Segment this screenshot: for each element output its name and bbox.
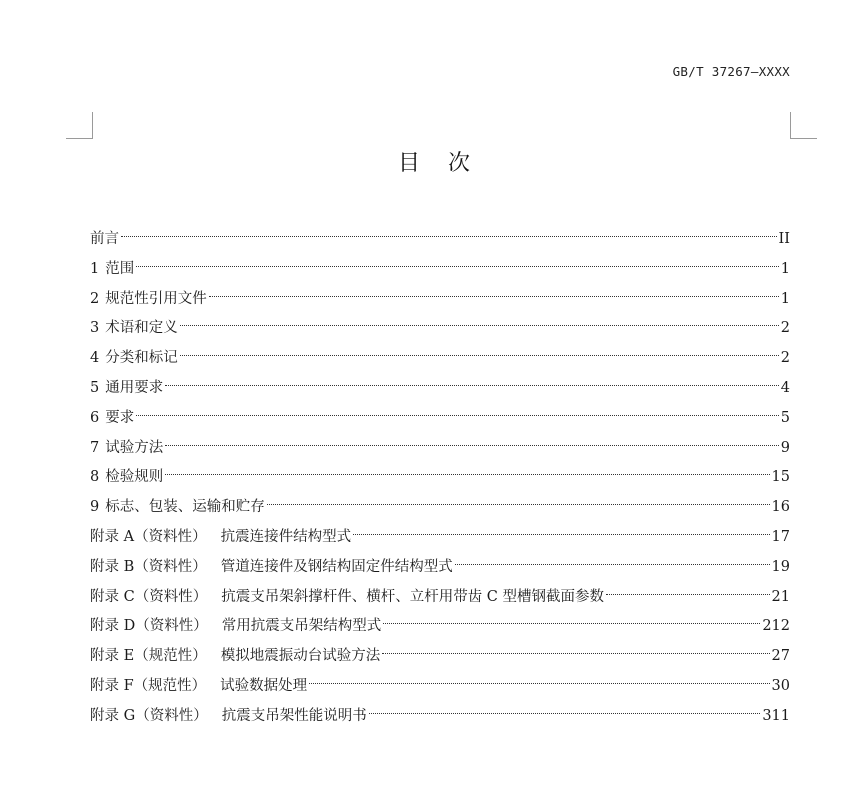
toc-entry-label: 试验数据处理 <box>220 677 308 694</box>
toc-dot-leader <box>383 623 760 624</box>
toc-entry[interactable] <box>90 314 790 344</box>
toc-entry-page-number: 311 <box>762 707 790 724</box>
toc-entry[interactable] <box>90 553 790 583</box>
toc-dot-leader <box>267 504 770 505</box>
toc-entry-page-number: 4 <box>780 379 790 396</box>
toc-entry[interactable] <box>90 374 790 404</box>
toc-entry-page-number: 21 <box>771 588 790 605</box>
toc-entry-number: 3 <box>90 320 100 337</box>
crop-mark-right <box>790 112 817 139</box>
toc-entry-page-number: 16 <box>771 499 790 516</box>
toc-dot-leader <box>165 474 769 475</box>
toc-entry-page-number: 5 <box>780 409 790 426</box>
toc-dot-leader <box>121 236 777 237</box>
toc-entry-label: 前言 <box>90 231 119 247</box>
toc-entry-page-number: 19 <box>771 558 790 575</box>
toc-entry[interactable] <box>90 255 790 285</box>
toc-entry-label: 术语和定义 <box>105 320 178 337</box>
toc-entry[interactable] <box>90 404 790 434</box>
standard-code: GB/T 37267—XXXX <box>672 64 790 79</box>
toc-dot-leader <box>180 325 779 326</box>
toc-entry-label: 抗震支吊架斜撑杆件、横杆、立杆用带齿 C 型槽钢截面参数 <box>221 588 605 605</box>
toc-entry[interactable] <box>90 612 790 642</box>
toc-entry-annex-prefix: 附录 A（资料性） <box>90 528 207 545</box>
toc-entry[interactable] <box>90 672 790 702</box>
toc-entry-number: 9 <box>90 499 100 516</box>
toc-entry-label: 范围 <box>105 260 135 277</box>
toc-entry-number: 1 <box>90 260 100 277</box>
toc-entry-annex-prefix: 附录 D（资料性） <box>90 618 208 635</box>
toc-entry[interactable] <box>90 583 790 613</box>
toc-entry-label: 抗震支吊架性能说明书 <box>221 707 367 724</box>
toc-entry-label: 抗震连接件结构型式 <box>220 528 352 545</box>
toc-entry-page-number: 15 <box>771 469 790 486</box>
page-title: 目次 <box>397 151 498 176</box>
toc-entry-annex-prefix: 附录 E（规范性） <box>90 648 207 665</box>
toc-entry-number: 4 <box>90 350 100 367</box>
toc-entry[interactable] <box>90 523 790 553</box>
toc-dot-leader <box>136 415 779 416</box>
toc-dot-leader <box>309 683 769 684</box>
toc-entry-number: 7 <box>90 439 100 456</box>
toc-entry-page-number: 212 <box>762 618 790 635</box>
toc-entry[interactable] <box>90 285 790 315</box>
toc-entry-annex-prefix: 附录 C（资料性） <box>90 588 208 605</box>
toc-entry-page-number: II <box>778 231 790 247</box>
toc-dot-leader <box>606 594 770 595</box>
toc-entry-annex-prefix: 附录 B（资料性） <box>90 558 207 575</box>
toc-dot-leader <box>165 385 779 386</box>
toc-dot-leader <box>369 713 761 714</box>
toc-entry-number: 8 <box>90 469 100 486</box>
toc-entry-page-number: 27 <box>771 648 790 665</box>
toc-entry-label: 规范性引用文件 <box>105 290 207 307</box>
toc-entry[interactable] <box>90 493 790 523</box>
toc-entry-page-number: 1 <box>780 290 790 307</box>
toc-entry-number: 2 <box>90 290 100 307</box>
toc-entry-label: 管道连接件及钢结构固定件结构型式 <box>220 558 453 575</box>
toc-entry-page-number: 30 <box>771 677 790 694</box>
toc-dot-leader <box>209 296 779 297</box>
toc-entry-label: 通用要求 <box>105 379 164 396</box>
toc-dot-leader <box>180 355 779 356</box>
toc-entry-page-number: 2 <box>780 350 790 367</box>
toc-entry-annex-prefix: 附录 F（规范性） <box>90 677 207 694</box>
toc-entry[interactable] <box>90 434 790 464</box>
toc-entry[interactable] <box>90 463 790 493</box>
toc-entry[interactable] <box>90 642 790 672</box>
toc-entry-page-number: 2 <box>780 320 790 337</box>
toc-entry-number: 6 <box>90 409 100 426</box>
toc-entry-label: 试验方法 <box>105 439 164 456</box>
toc-entry-number: 5 <box>90 379 100 396</box>
toc-entry-label: 分类和标记 <box>105 350 178 367</box>
toc-entry-label: 常用抗震支吊架结构型式 <box>221 618 382 635</box>
toc-dot-leader <box>455 564 770 565</box>
toc-entry-label: 要求 <box>105 409 135 426</box>
toc-entry-label: 检验规则 <box>105 469 164 486</box>
table-of-contents <box>90 225 790 732</box>
toc-entry-page-number: 9 <box>780 439 790 456</box>
toc-entry-page-number: 17 <box>771 528 790 545</box>
crop-mark-left <box>66 112 93 139</box>
toc-entry-label: 模拟地震振动台试验方法 <box>220 648 381 665</box>
toc-entry[interactable] <box>90 702 790 732</box>
toc-entry[interactable] <box>90 225 790 255</box>
toc-entry-label: 标志、包装、运输和贮存 <box>105 499 265 516</box>
toc-dot-leader <box>382 653 769 654</box>
toc-dot-leader <box>165 445 779 446</box>
toc-dot-leader <box>353 534 769 535</box>
toc-entry-page-number: 1 <box>780 260 790 277</box>
toc-entry-annex-prefix: 附录 G（资料性） <box>90 707 208 724</box>
toc-entry[interactable] <box>90 344 790 374</box>
toc-dot-leader <box>136 266 779 267</box>
